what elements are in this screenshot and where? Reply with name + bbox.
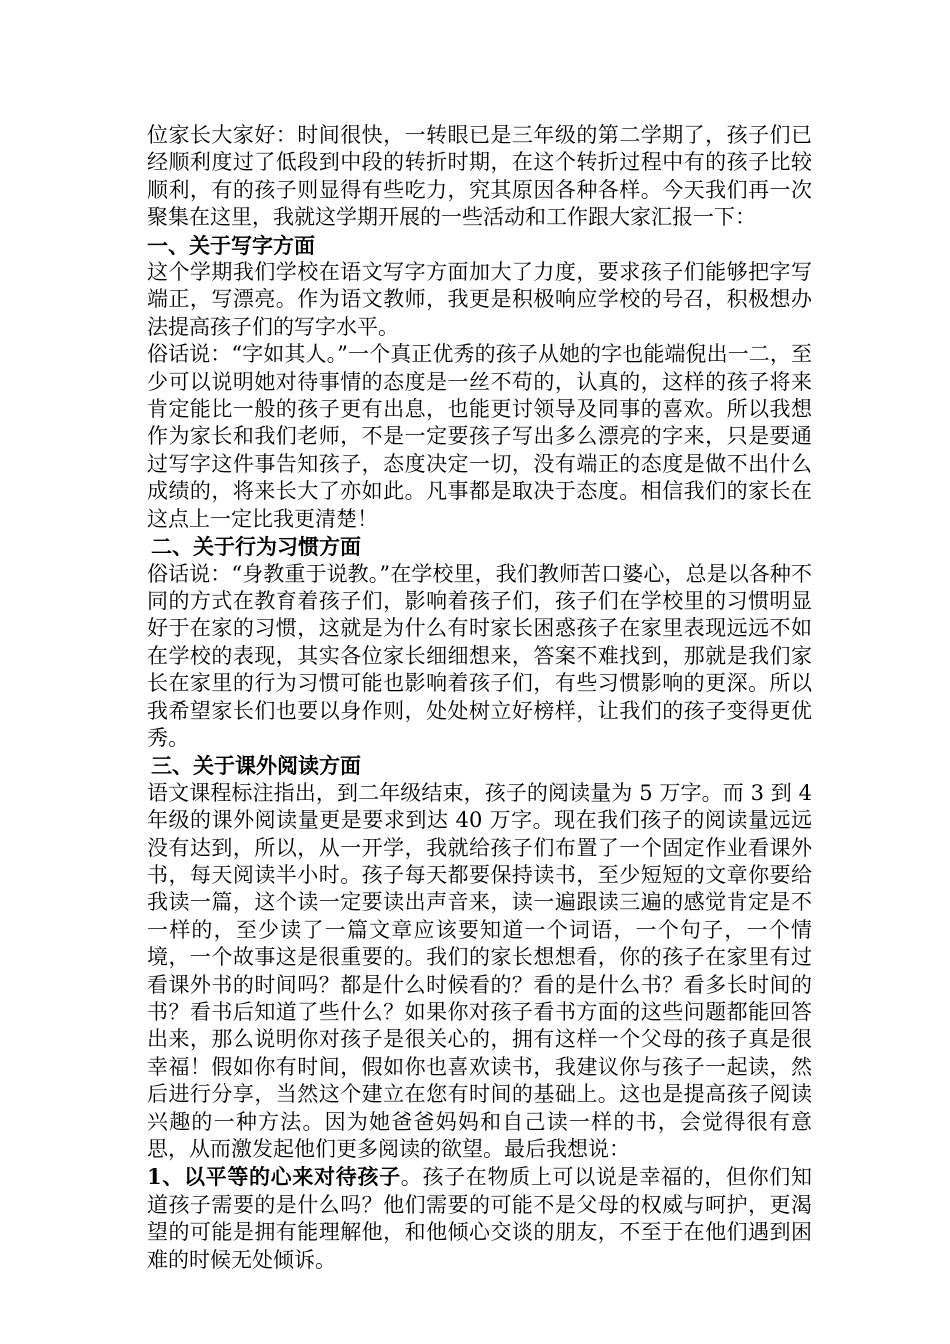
point-1-body: 。孩子在物质上可以说是幸福的，但你们知道孩子需要的是什么吗？他们需要的可能不是父母的权威与呵护，更渴望的可能是拥有能理解他，和他倾心交谈的朋友，不至于在他们遇到困难的时候无处倾诉。 <box>147 1165 812 1272</box>
section-heading-reading: 三、关于课外阅读方面 <box>151 753 361 779</box>
document-page <box>147 122 812 1274</box>
habits-paragraph: 俗话说：“身教重于说教。”在学校里，我们教师苦口婆心，总是以各种不同的方式在教育着孩子们，影响着孩子们，孩子们在学校里的习惯明显好于在家的习惯，这就是为什么有时家长困惑孩子在家里表现远远不如在学校的表现，其实各位家长细细想来，答案不难找到，那就是我们家长在家里的行为习惯可能也影响着孩子们，有些习惯影响的更深。所以我希望家长们也要以身作则，处处树立好榜样，让我们的孩子变得更优秀。 <box>147 561 812 750</box>
handwriting-paragraph-1: 这个学期我们学校在语文写字方面加大了力度，要求孩子们能够把字写端正，写漂亮。作为语文教师，我更是积极响应学校的号召，积极想办法提高孩子们的写字水平。 <box>147 260 812 339</box>
section-heading-habits: 二、关于行为习惯方面 <box>151 534 361 560</box>
intro-paragraph: 位家长大家好：时间很快，一转眼已是三年级的第二学期了，孩子们已经顺利度过了低段到中段的转折时期，在这个转折过程中有的孩子比较顺利，有的孩子则显得有些吃力，究其原因各种各样。今天我们再一次聚集在这里，我就这学期开展的一些活动和工作跟大家汇报一下： <box>147 123 812 230</box>
reading-paragraph: 语文课程标注指出，到二年级结束，孩子的阅读量为 5 万字。而 3 到 4 年级的课外阅读量更是要求到达 40 万字。现在我们孩子的阅读量远远没有达到，所以，从一开学，我就给孩子们布置了一个固定作业看课外书，每天阅读半小时。孩子每天都要保持读书，至少短短的文章你要给我读一篇，这个读一定要读出声音来，读一遍跟读三遍的感觉肯定是不一样的，至少读了一篇文章应该要知道一个词语，一个句子，一个情境，一个故事这是很重要的。我们的家长想想看，你的孩子在家里有过看课外书的时间吗？都是什么时候看的？看的是什么书？看多长时间的书？看书后知道了些什么？如果你对孩子看书方面的这些问题都能回答出来，那么说明你对孩子是很关心的，拥有这样一个父母的孩子真是很幸福！假如你有时间，假如你也喜欢读书，我建议你与孩子一起读，然后进行分享，当然这个建立在您有时间的基础上。这也是提高孩子阅读兴趣的一种方法。因为她爸爸妈妈和自己读一样的书，会觉得很有意思，从而激发起他们更多阅读的欲望。最后我想说： <box>147 780 812 1162</box>
point-1-paragraph <box>147 1163 812 1274</box>
handwriting-paragraph-2: 俗话说：“字如其人。”一个真正优秀的孩子从她的字也能端倪出一二，至少可以说明她对待事情的态度是一丝不苟的，认真的，这样的孩子将来肯定能比一般的孩子更有出息，也能更讨领导及同事的喜欢。所以我想作为家长和我们老师，不是一定要孩子写出多么漂亮的字来，只是要通过写字这件事告知孩子，态度决定一切，没有端正的态度是做不出什么成绩的，将来长大了亦如此。凡事都是取决于态度。相信我们的家长在这点上一定比我更清楚！ <box>147 342 812 531</box>
point-1-lead: 1、以平等的心来对待孩子 <box>147 1164 401 1190</box>
section-heading-handwriting: 一、关于写字方面 <box>147 232 315 258</box>
